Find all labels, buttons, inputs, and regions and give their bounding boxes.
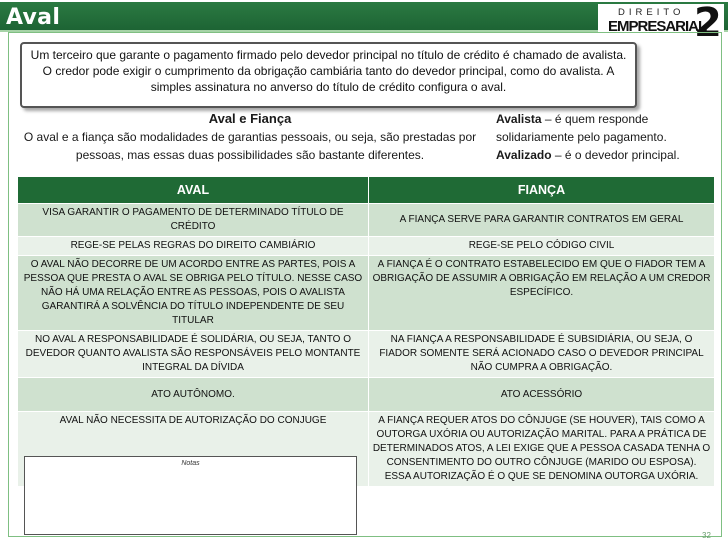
fianca-cell: ATO ACESSÓRIO bbox=[369, 378, 715, 412]
fianca-cell: A FIANÇA REQUER ATOS DO CÔNJUGE (SE HOUVER), TAIS COMO A OUTORGA UXÓRIA OU AUTORIZAÇÃO MARITAL. PARA A PRÁTICA DE DETERMINADOS ATOS, A LEI EXIGE QUE A PESSOA CASADA TENHA O CONSENTIMENTO DO OUTRO CÔNJUGE (MARIDO OU ESPOSA). ESSA AUTORIZAÇÃO É O QUE SE DENOMINA OUTORGA UXÓRIA. bbox=[369, 412, 715, 487]
fianca-cell: A FIANÇA É O CONTRATO ESTABELECIDO EM QUE O FIADOR TEM A OBRIGAÇÃO DE ASSUMIR A OBRIGAÇÃO EM RELAÇÃO A UM CREDOR ESPECÍFICO. bbox=[369, 256, 715, 331]
aval-cell: VISA GARANTIR O PAGAMENTO DE DETERMINADO TÍTULO DE CRÉDITO bbox=[18, 204, 369, 237]
logo-number: 2 bbox=[694, 0, 722, 46]
aval-cell: O AVAL NÃO DECORRE DE UM ACORDO ENTRE AS PARTES, POIS A PESSOA QUE PRESTA O AVAL SE OBRIGA PELO TÍTULO. NESSE CASO NÃO HÁ UMA RELAÇÃO ENTRE AS PESSOAS, POIS O AVALISTA GARANTIRÁ A SOLVÊNCIA DO TÍTULO INDEPENDENTE DE SEU TITULAR bbox=[18, 256, 369, 331]
avalizado-text: – é o devedor principal. bbox=[551, 148, 680, 162]
comparison-table bbox=[17, 176, 715, 487]
aval-fianca-title: Aval e Fiança bbox=[208, 111, 292, 126]
aval-cell: NO AVAL A RESPONSABILIDADE É SOLIDÁRIA, OU SEJA, TANTO O DEVEDOR QUANTO AVALISTA SÃO RESPONSÁVEIS PELO MONTANTE INTEGRAL DA DÍVIDA bbox=[18, 331, 369, 378]
aval-cell: AVAL NÃO NECESSITA DE AUTORIZAÇÃO DO CONJUGE bbox=[18, 412, 369, 487]
table-row bbox=[18, 331, 715, 378]
avalizado-term: Avalizado bbox=[496, 148, 552, 162]
aval-fianca-text: O aval e a fiança são modalidades de garantias pessoais, ou seja, são prestadas por pessoas, mas essas duas possibilidades são bastante diferentes. bbox=[23, 130, 477, 162]
aval-cell: REGE-SE PELAS REGRAS DO DIREITO CAMBIÁRIO bbox=[18, 237, 369, 256]
definitions bbox=[496, 110, 716, 164]
fianca-cell: NA FIANÇA A RESPONSABILIDADE É SUBSIDIÁRIA, OU SEJA, O FIADOR SOMENTE SERÁ ACIONADO CASO O DEVEDOR PRINCIPAL NÃO CUMPRA A OBRIGAÇÃO. bbox=[369, 331, 715, 378]
avalista-term: Avalista bbox=[496, 112, 542, 126]
aval-fianca-section bbox=[14, 110, 486, 164]
avalista-text: – é quem responde solidariamente pelo pagamento. bbox=[496, 112, 667, 144]
aval-cell: ATO AUTÔNOMO. bbox=[18, 378, 369, 412]
fianca-cell: A FIANÇA SERVE PARA GARANTIR CONTRATOS EM GERAL bbox=[369, 204, 715, 237]
logo-main-text: EMPRESARIAL bbox=[608, 18, 707, 35]
column-header-aval: AVAL bbox=[18, 177, 369, 204]
intro-callout: Um terceiro que garante o pagamento firmado pelo devedor principal no título de crédito é chamado de avalista. O credor pode exigir o cumprimento da obrigação cambiária tanto do devedor principal, como do avalista. A simples assinatura no anverso do título de crédito configura o aval. bbox=[20, 42, 637, 108]
avalizado-definition bbox=[496, 146, 716, 164]
fianca-cell: REGE-SE PELO CÓDIGO CIVIL bbox=[369, 237, 715, 256]
avalista-definition bbox=[496, 110, 716, 146]
table-row bbox=[18, 237, 715, 256]
table-row bbox=[18, 378, 715, 412]
column-header-fianca: FIANÇA bbox=[369, 177, 715, 204]
slide-title: Aval bbox=[6, 5, 61, 30]
table-row bbox=[18, 204, 715, 237]
table-row bbox=[18, 256, 715, 331]
notes-label: Notas bbox=[181, 460, 200, 467]
logo-top-text: DIREITO bbox=[618, 7, 685, 18]
page-number: 32 bbox=[702, 531, 711, 540]
table-header-row bbox=[18, 177, 715, 204]
notes-box[interactable] bbox=[24, 456, 357, 535]
